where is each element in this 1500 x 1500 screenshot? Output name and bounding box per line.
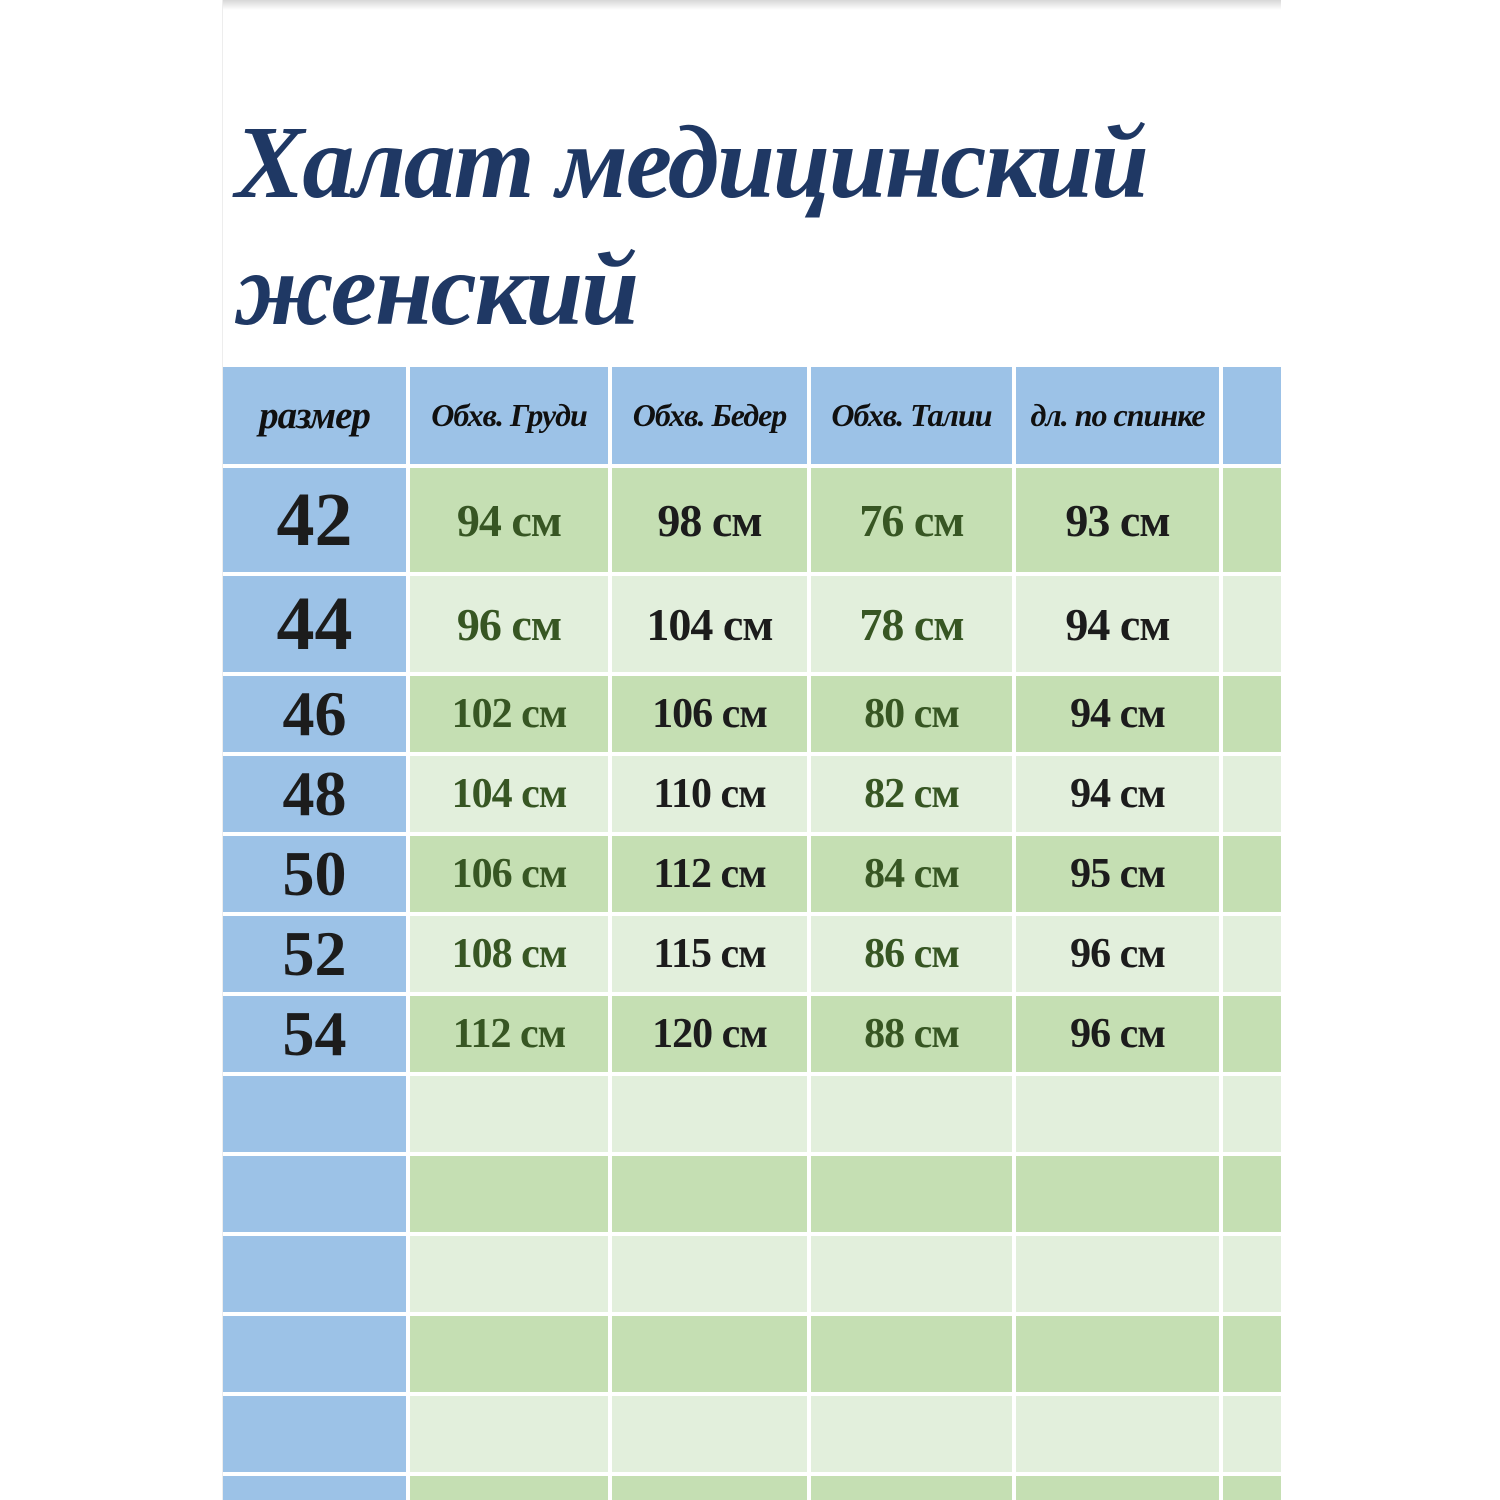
empty-cell <box>1016 1156 1219 1232</box>
back-cell: 96 см <box>1016 916 1219 992</box>
empty-cell <box>1223 1156 1281 1232</box>
waist-cell: 76 см <box>811 468 1012 572</box>
empty-cell <box>410 1316 608 1392</box>
chest-cell: 102 см <box>410 676 608 752</box>
empty-cell <box>1016 1396 1219 1472</box>
empty-cell <box>223 1076 406 1152</box>
empty-cell <box>811 1156 1012 1232</box>
waist-cell: 80 см <box>811 676 1012 752</box>
spacer-cell <box>1223 836 1281 912</box>
empty-cell <box>223 1236 406 1312</box>
spacer-cell <box>1223 676 1281 752</box>
empty-cell <box>612 1076 807 1152</box>
empty-cell <box>1016 1076 1219 1152</box>
waist-cell: 88 см <box>811 996 1012 1072</box>
spacer-cell <box>1223 756 1281 832</box>
header-cell-spacer <box>1223 367 1281 464</box>
header-cell-chest: Обхв. Груди <box>410 367 608 464</box>
empty-cell <box>1223 1236 1281 1312</box>
empty-cell <box>1223 1076 1281 1152</box>
empty-cell <box>223 1396 406 1472</box>
empty-cell <box>1223 1476 1281 1500</box>
empty-cell <box>811 1236 1012 1312</box>
chest-cell: 104 см <box>410 756 608 832</box>
empty-cell <box>223 1156 406 1232</box>
page-title-line1: Халат медицинский <box>235 105 1147 220</box>
size-cell: 46 <box>223 676 406 752</box>
chest-cell: 108 см <box>410 916 608 992</box>
chest-cell: 112 см <box>410 996 608 1072</box>
empty-cell <box>811 1316 1012 1392</box>
chest-cell: 94 см <box>410 468 608 572</box>
waist-cell: 82 см <box>811 756 1012 832</box>
empty-cell <box>410 1156 608 1232</box>
spacer-cell <box>1223 916 1281 992</box>
spacer-cell <box>1223 996 1281 1072</box>
empty-cell <box>612 1476 807 1500</box>
size-cell: 54 <box>223 996 406 1072</box>
hips-cell: 112 см <box>612 836 807 912</box>
empty-cell <box>223 1476 406 1500</box>
waist-cell: 78 см <box>811 576 1012 672</box>
empty-cell <box>223 1316 406 1392</box>
empty-cell <box>410 1396 608 1472</box>
back-cell: 94 см <box>1016 676 1219 752</box>
empty-cell <box>1016 1316 1219 1392</box>
spacer-cell <box>1223 468 1281 572</box>
back-cell: 95 см <box>1016 836 1219 912</box>
waist-cell: 86 см <box>811 916 1012 992</box>
empty-cell <box>1223 1316 1281 1392</box>
back-cell: 94 см <box>1016 756 1219 832</box>
size-cell: 50 <box>223 836 406 912</box>
empty-cell <box>1016 1476 1219 1500</box>
chest-cell: 96 см <box>410 576 608 672</box>
size-cell: 42 <box>223 468 406 572</box>
back-cell: 96 см <box>1016 996 1219 1072</box>
hips-cell: 98 см <box>612 468 807 572</box>
hips-cell: 120 см <box>612 996 807 1072</box>
header-cell-hips: Обхв. Бедер <box>612 367 807 464</box>
empty-cell <box>612 1156 807 1232</box>
size-cell: 48 <box>223 756 406 832</box>
hips-cell: 106 см <box>612 676 807 752</box>
size-cell: 52 <box>223 916 406 992</box>
hips-cell: 110 см <box>612 756 807 832</box>
empty-cell <box>612 1396 807 1472</box>
size-cell: 44 <box>223 576 406 672</box>
empty-cell <box>612 1236 807 1312</box>
back-cell: 93 см <box>1016 468 1219 572</box>
spacer-cell <box>1223 576 1281 672</box>
empty-cell <box>410 1076 608 1152</box>
empty-cell <box>410 1236 608 1312</box>
empty-cell <box>811 1476 1012 1500</box>
page-top-shadow <box>223 0 1281 10</box>
empty-cell <box>410 1476 608 1500</box>
page-title <box>235 100 1147 354</box>
hips-cell: 115 см <box>612 916 807 992</box>
empty-cell <box>1223 1396 1281 1472</box>
page-title-line2: женский <box>235 231 638 347</box>
hips-cell: 104 см <box>612 576 807 672</box>
header-cell-size: размер <box>223 367 406 464</box>
empty-cell <box>811 1076 1012 1152</box>
size-table <box>223 367 1281 1500</box>
page <box>222 0 1281 1500</box>
header-cell-waist: Обхв. Талии <box>811 367 1012 464</box>
waist-cell: 84 см <box>811 836 1012 912</box>
empty-cell <box>811 1396 1012 1472</box>
empty-cell <box>1016 1236 1219 1312</box>
header-cell-back: дл. по спинке <box>1016 367 1219 464</box>
chest-cell: 106 см <box>410 836 608 912</box>
empty-cell <box>612 1316 807 1392</box>
back-cell: 94 см <box>1016 576 1219 672</box>
